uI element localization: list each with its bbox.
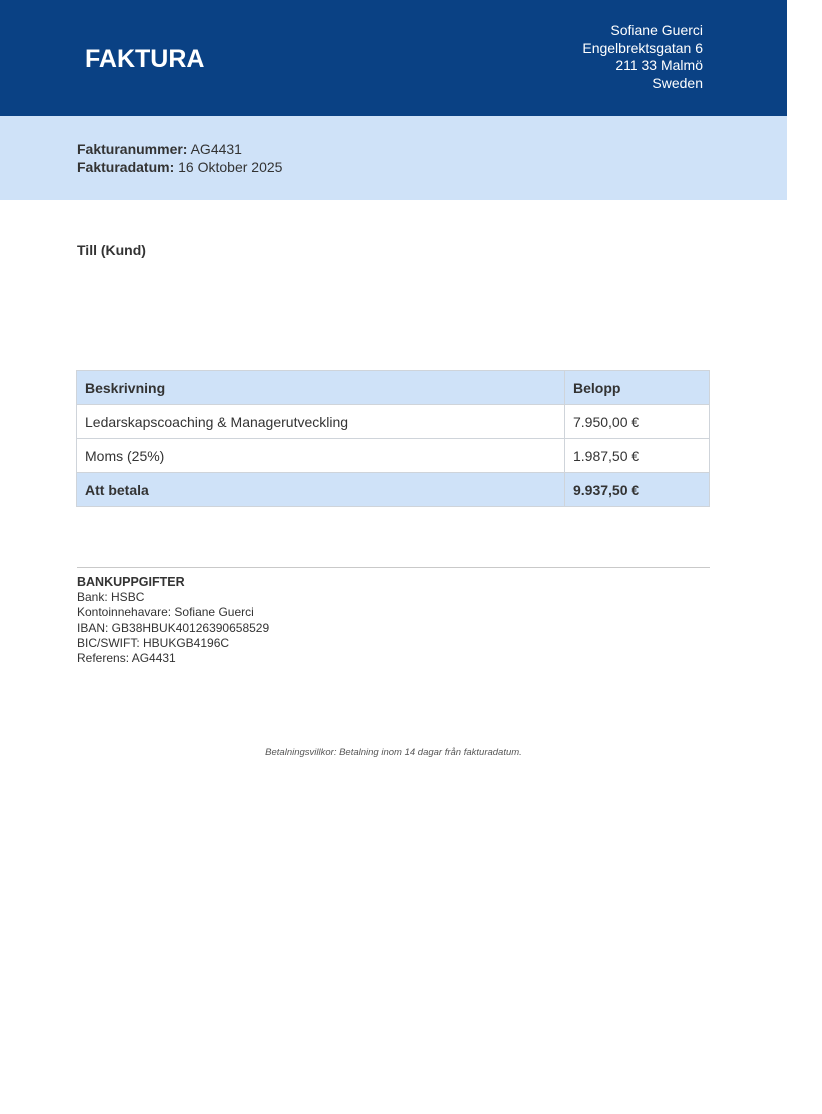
column-header-amount: Belopp — [565, 371, 710, 405]
account-holder: Kontoinnehavare: Sofiane Guerci — [77, 605, 254, 620]
total-row — [77, 473, 710, 507]
bic-swift: BIC/SWIFT: HBUKGB4196C — [77, 635, 230, 650]
payment-terms: Betalningsvillkor: Betalning inom 14 dagar från fakturadatum. — [265, 747, 522, 758]
invoice-number-label: Fakturanummer: — [77, 141, 188, 157]
iban: IBAN: GB38HBUK40126390658529 — [77, 620, 270, 635]
bank-details-title: BANKUPPGIFTER — [77, 575, 185, 589]
item-description: Ledarskapscoaching & Managerutveckling — [77, 405, 565, 439]
item-amount: 7.950,00 € — [565, 405, 710, 439]
payment-reference: Referens: AG4431 — [77, 651, 176, 666]
table-row — [77, 405, 710, 439]
invoice-date-label: Fakturadatum: — [77, 159, 175, 175]
sender-address — [582, 22, 703, 92]
sender-street: Engelbrektsgatan 6 — [582, 39, 703, 56]
sender-country: Sweden — [652, 74, 703, 91]
invoice-date-line — [77, 158, 282, 176]
table-header-row — [77, 371, 710, 405]
item-amount: 1.987,50 € — [565, 439, 710, 473]
total-amount: 9.937,50 € — [565, 473, 710, 507]
invoice-header — [0, 0, 787, 116]
customer-label: Till (Kund) — [77, 242, 146, 258]
bank-name: Bank: HSBC — [77, 590, 145, 605]
section-divider — [77, 567, 710, 568]
invoice-date: 16 Oktober 2025 — [178, 159, 283, 175]
line-items-table — [76, 370, 710, 507]
invoice-meta — [0, 116, 787, 200]
sender-city: 211 33 Malmö — [615, 57, 703, 73]
bank-details — [77, 575, 269, 666]
table-row — [77, 439, 710, 473]
total-label: Att betala — [77, 473, 565, 507]
invoice-number: AG4431 — [190, 141, 242, 157]
invoice-number-line — [77, 140, 242, 158]
invoice-title: FAKTURA — [85, 45, 205, 73]
item-description: Moms (25%) — [77, 439, 565, 473]
sender-name: Sofiane Guerci — [610, 22, 703, 38]
column-header-description: Beskrivning — [77, 371, 565, 405]
